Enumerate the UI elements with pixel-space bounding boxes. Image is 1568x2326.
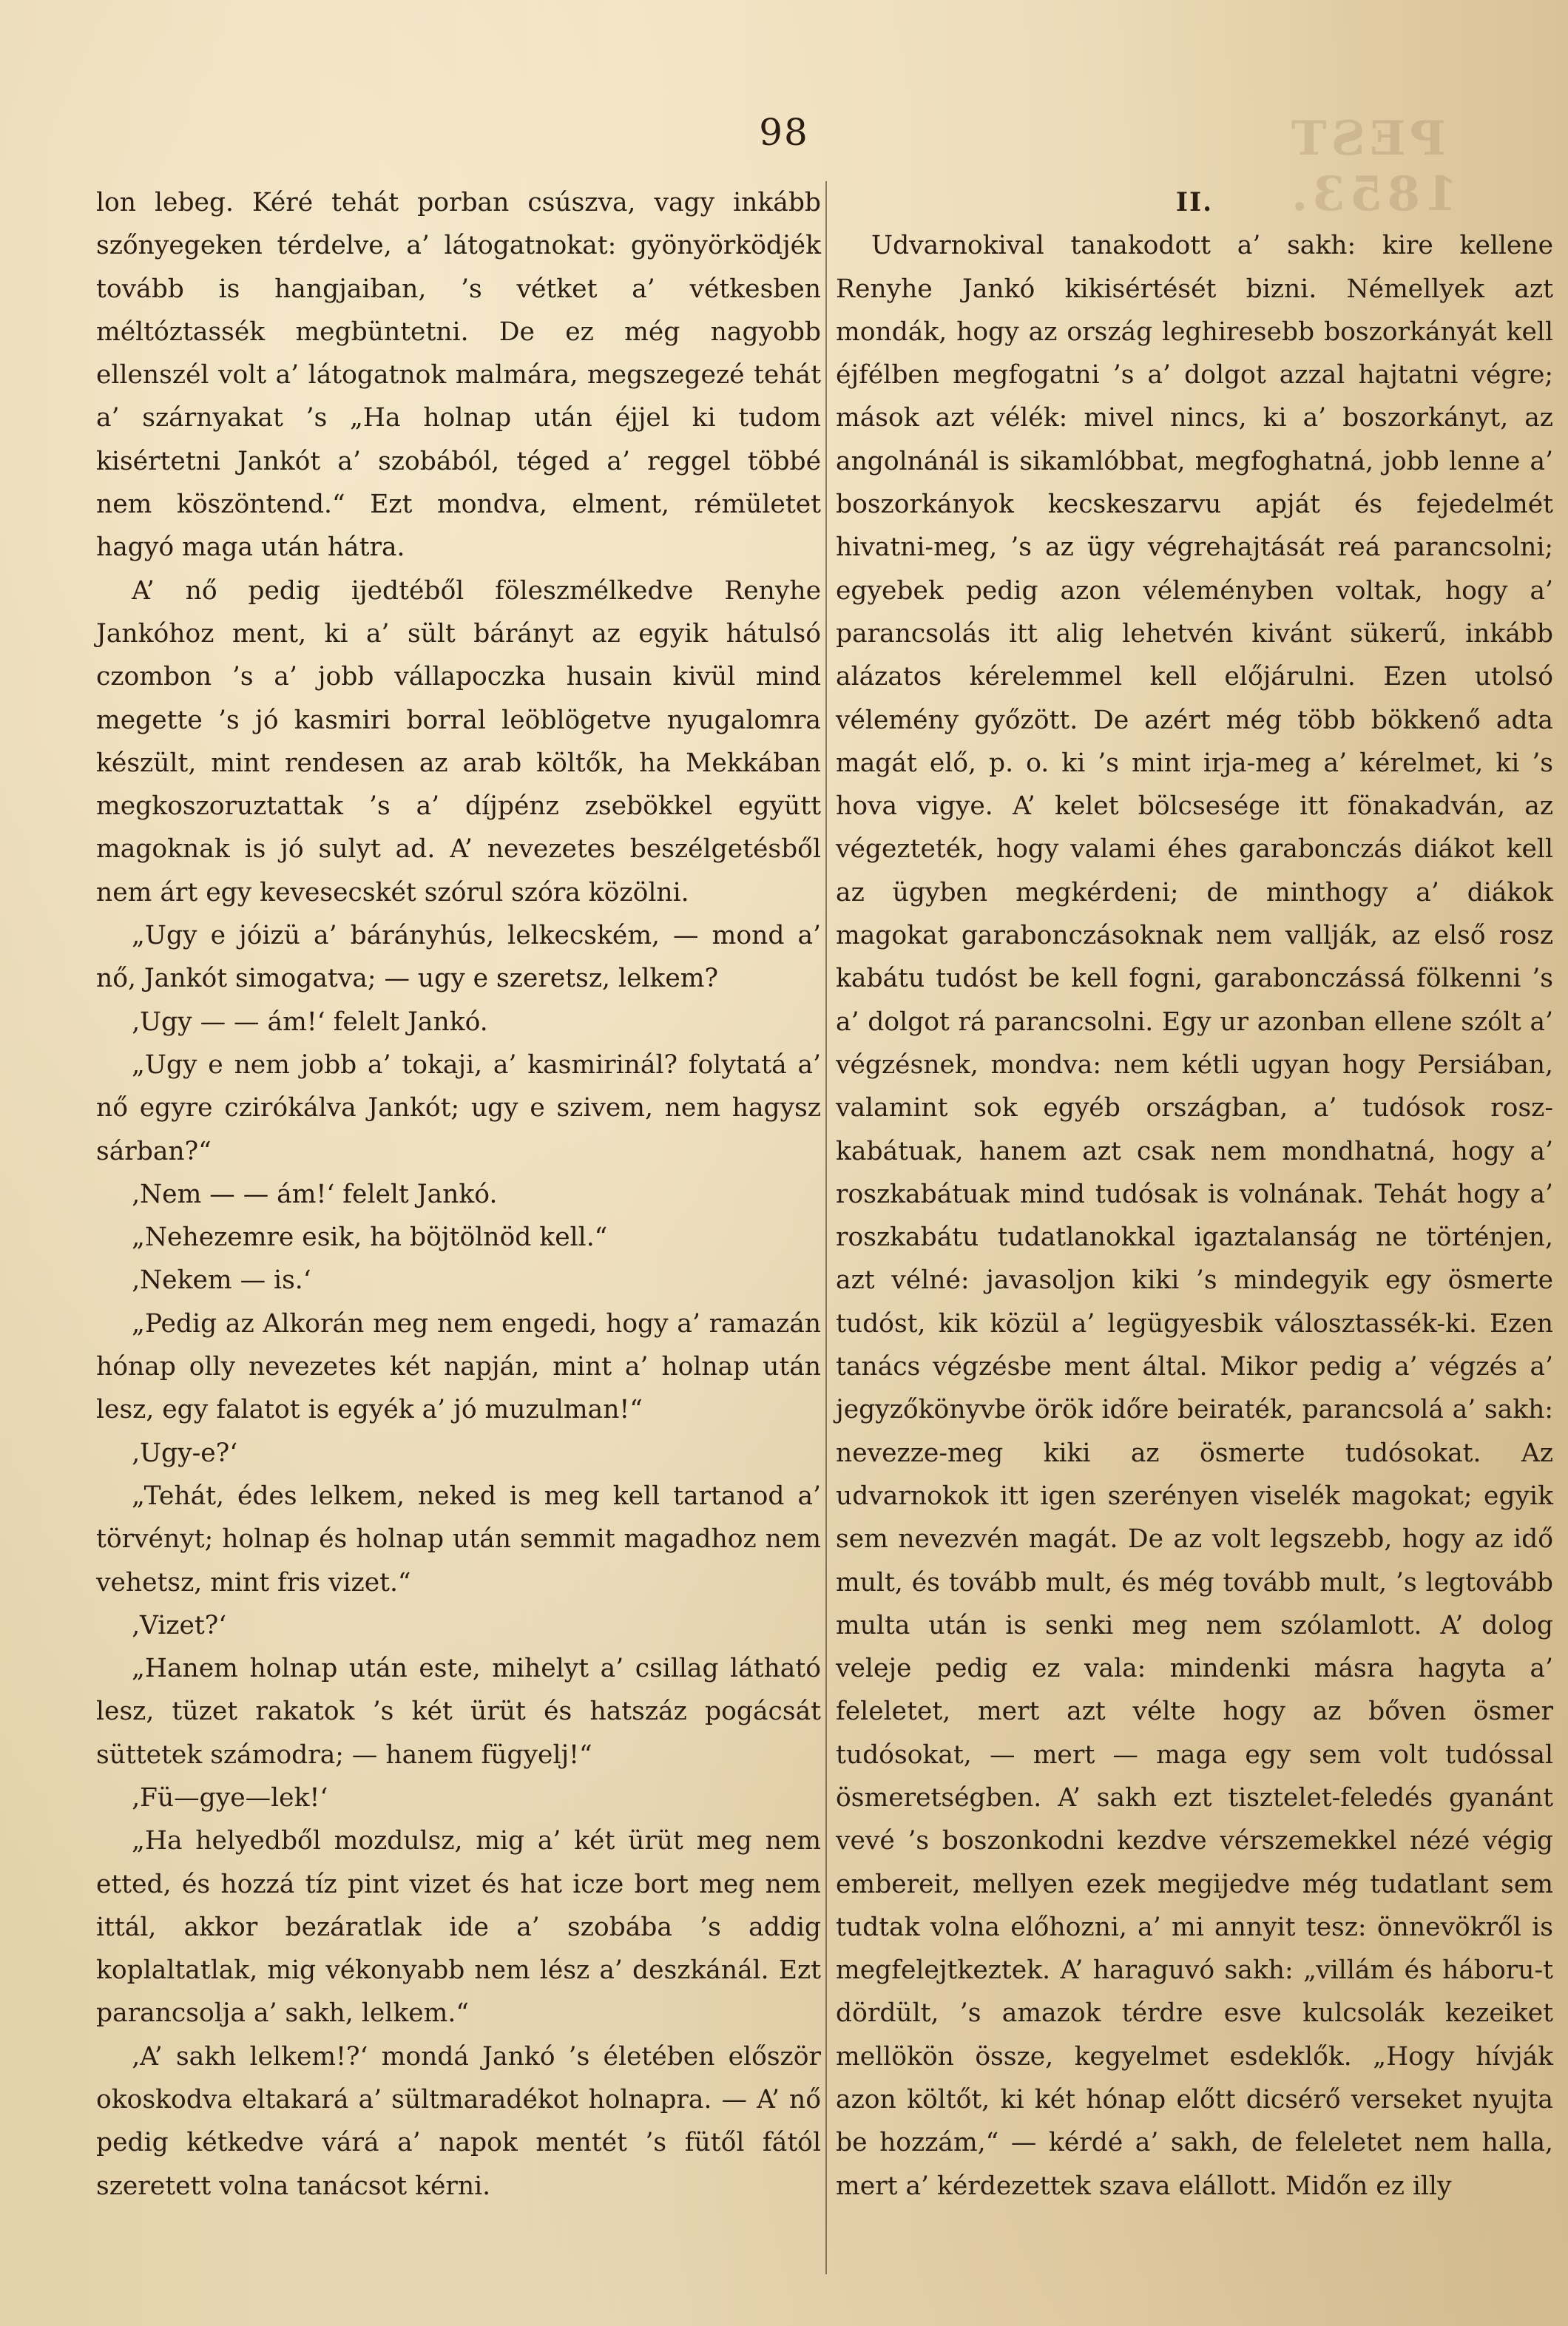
right-column [836,181,1553,2311]
dialogue-line: ‚Fü—gye—lek!‘ [132,1782,328,1813]
dialogue-line: ‚Nem — — ám!‘ felelt Jankó. [132,1179,498,1209]
paragraph: Udvarnokival tanakodott a’ sakh: kire kellene Renyhe Jankó kikisértését bizni. Némellyek azt mondák, hogy az ország leghiresebb boszorkányát kell éjfélben megfogatni ’s a’ dolgot azzal hajtatni végre; mások azt vélék: mivel nincs, ki a’ boszorkányt, az angolnánál is sikamlóbbat, megfoghatná, jobb lenne a’ boszorkányok kecskeszarvu apját és fejedelmét hivatni-meg, ’s az ügy végrehajtását reá parancsolni; egyebek pedig azon véleményben voltak, hogy a’ parancsolás itt alig lehetvén kivánt sükerű, inkább alázatos kérelemmel kell előjárulni. Ezen utolsó vélemény győzött. De azért még több bökkenő adta magát elő, p. o. ki ’s mint irja-meg a’ kérelmet, ki ’s hova vigye. A’ kelet bölcsesége itt fönakadván, az végezteték, hogy valami éhes garabonczás diákot kell az ügyben megkérdeni; de minthogy a’ diákok magokat garabonczásoknak nem vallják, az első rosz kabátu tudóst be kell fogni, garaboncz​ássá fölkenni ’s a’ dolgot rá parancsolni. Egy ur azonban ellene szólt a’ végzésnek, mondva: nem kétli ugyan hogy Persiában, valamint sok egyéb országban, a’ tudósok rosz-kabátuak, hanem azt csak nem mondhatná, hogy a’ roszkabátuak mind tudósak is volnának. Tehát hogy a’ roszkabátu tudatlanokkal igaztalanság ne történjen, azt vélné: javasoljon kiki ’s mindegyik egy ösmerte tudóst, kik közül a’ legügyesbik válosztassék-ki. Ezen tanács végzésbe ment által. Mikor pedig a’ végzés a’ jegyzőkönyvbe örök időre beiraték, parancsolá a’ sakh: nevezze-meg kiki az ösmerte tudósokat. Az udvarnokok itt igen szerényen viselék magokat; egyik sem nevezvén magát. De az volt legszebb, hogy az idő mult, és tovább mult, és még tovább mult, ’s legtovább multa után is senki meg nem szólamlott. A’ dolog veleje pedig ez vala: mindenki másra hagyta a’ feleletet, mert azt vélte hogy az bőven ösmer tudósokat, — mert — maga egy sem volt tudóssal ösmeretségben. A’ sakh ezt tisztelet-feledés gyanánt vevé ’s boszonkodni kezdve vérszemekkel nézé végig embereit, mellyen ezek megijedve még tudatlant sem tudtak volna előhozni, a’ mi annyit tesz: önnevökről is megfelejtkeztek. A’ haraguvó sakh: „villám és háboru-t dördült, ’s amazok térdre esve kulcsolák kezeiket mellökön össze, kegyelmet esdeklők. „Hogy hívják azon költőt, ki két hónap előtt dicsérő verseket nyujta be hozzám,“ — kérdé a’ sakh, de feleletet nem halla, mert a’ kérdezettek szava elállott. Midőn ez illy [836,231,1553,2201]
dialogue-line: „Nehezemre esik, ha böjtölnöd kell.“ [132,1223,608,1253]
paragraph: ‚A’ sakh lelkem!?‘ mondá Jankó ’s életében először okoskodva eltakará a’ sültmaradékot holnapra. — A’ nő pedig kétkedve várá a’ napok mentét ’s fütől fától szeretett volna tanácsot kérni. [96,2041,821,2201]
dialogue-line: „Tehát, édes lelkem, neked is meg kell tartanod a’ törvényt; holnap és holnap után semmit magadhoz nem vehetsz, mint fris vizet.“ [96,1481,821,1598]
paragraph: A’ nő pedig ijedtéből föleszmélkedve Renyhe Jankóhoz ment, ki a’ sült bárányt az egyik hátulsó czombon ’s a’ jobb vállapoczka husain kivül mind megette ’s jó kasmiri borral leöblögetve nyugalomra készült, mint rendesen az arab költők, ha Mekkában megkoszoruztattak ’s a’ díjpénz zsebökkel együtt magoknak is jó sulyt ad. A’ nevezetes beszélgetésből nem árt egy kevesecskét szórul szóra közölni. [96,575,821,907]
dialogue-line: ‚Nekem — is.‘ [132,1265,311,1296]
dialogue-line: ‚Ugy — — ám!‘ felelt Jankó. [132,1007,488,1037]
dialogue-line: „Pedig az Alkorán meg nem engedi, hogy a’ ramazán hónap olly nevezetes két napján, mint a’ holnap után lesz, egy falatot is egyék a’ jó muzulman!“ [96,1308,821,1425]
paragraph: lon lebeg. Kéré tehát porban csúszva, vagy inkább szőnyegeken térdelve, a’ látogatnokat: gyönyörködjék tovább is hangjaiban, ’s vétket a’ vétkesben méltóztassék megbüntetni. De ez még nagyobb ellenszél volt a’ látogatnok malmára, megszegezé tehát a’ szárnyakat ’s „Ha holnap után éjjel ki tudom kisértetni Jankót a’ szobából, téged a’ reggel többé nem köszöntend.“ Ezt mondva, elment, rémületet hagyó maga után hátra. [96,188,821,563]
left-column [96,181,821,2311]
dialogue-line: ‚Ugy-e?‘ [132,1438,238,1468]
dialogue-line: „Ugy e jóizü a’ bárányhús, lelkecském, — mond a’ nő, Jankót simogatva; — ugy e szeretsz, lelkem? [96,921,821,994]
bleed-through-text: PEST 1853. [1287,111,1458,222]
page-number: 98 [759,111,809,154]
dialogue-line: „Ha helyedből mozdulsz, mig a’ két ürüt meg nem etted, és hozzá tíz pint vizet és hat icze bort meg nem ittál, akkor bezáratlak ide a’ szobába ’s addig koplaltatlak, mig vékonyabb nem lész a’ deszkánál. Ezt parancsolja a’ sakh, lelkem.“ [96,1826,821,2029]
column-divider [825,181,827,2274]
section-heading: II. [1175,188,1214,217]
dialogue-line: ‚Vizet?‘ [132,1610,227,1640]
dialogue-line: „Ugy e nem jobb a’ tokaji, a’ kasmirinál? folytatá a’ nő egyre czirókálva Jankót; ugy e szivem, nem hagysz sárban?“ [96,1049,821,1166]
dialogue-line: „Hanem holnap után este, mihelyt a’ csillag látható lesz, tüzet rakatok ’s két ürüt és hatszáz pogácsát süttetek számodra; — hanem fügyelj!“ [96,1654,821,1770]
